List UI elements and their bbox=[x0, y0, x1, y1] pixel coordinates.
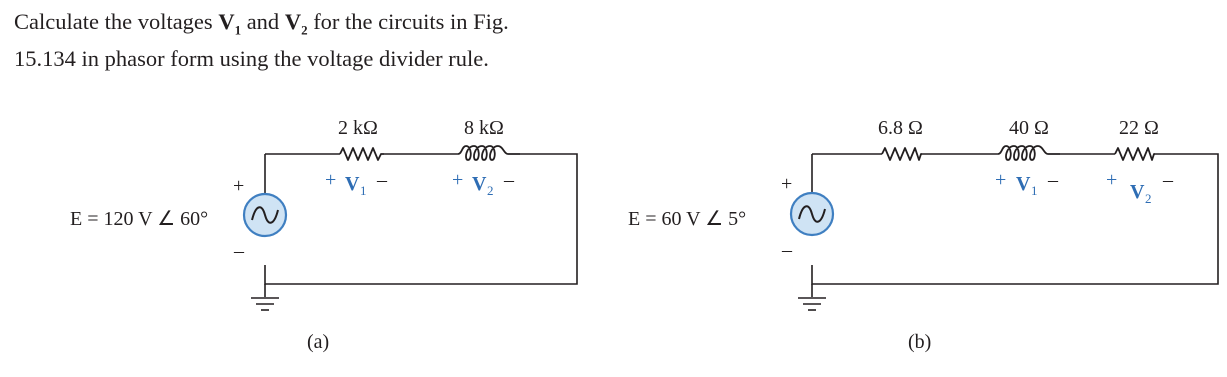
circuit-b-v1-minus: – bbox=[1048, 169, 1058, 191]
circuit-b bbox=[628, 117, 1218, 353]
circuit-b-v1-label bbox=[995, 169, 1059, 198]
problem-text-1: Calculate the voltages bbox=[14, 9, 219, 34]
circuit-a-source-label: E = 120 V ∠ 60° bbox=[70, 208, 209, 230]
circuit-a-caption: (a) bbox=[307, 331, 330, 353]
circuit-b-source-label: E = 60 V ∠ 5° bbox=[628, 208, 747, 230]
circuit-a-source-plus: + bbox=[233, 175, 245, 197]
circuit-b-v2-minus: – bbox=[1163, 169, 1173, 191]
circuit-a-v1-plus: + bbox=[325, 169, 337, 191]
problem-text-and: and bbox=[241, 9, 285, 34]
circuit-a-wires bbox=[265, 154, 577, 284]
circuit-b-wires bbox=[812, 154, 1218, 284]
circuit-a-source-minus: – bbox=[234, 240, 244, 262]
circuit-b-v2-name: V bbox=[1130, 181, 1145, 203]
v1-symbol-letter: V bbox=[218, 9, 235, 34]
circuit-b-v2-sub: 2 bbox=[1145, 191, 1152, 206]
circuit-a-v2-sub: 2 bbox=[487, 183, 494, 198]
problem-text-2: for the circuits in Fig. bbox=[307, 9, 509, 34]
circuit-b-resistor1-icon bbox=[882, 148, 922, 160]
circuit-a-l1-label: 8 kΩ bbox=[464, 117, 504, 139]
v2-symbol-letter: V bbox=[284, 9, 302, 34]
circuit-b-source-plus: + bbox=[781, 173, 793, 195]
circuit-a-v2-label bbox=[452, 169, 515, 198]
v2-symbol-sub: 2 bbox=[301, 22, 308, 38]
circuit-b-source-minus: – bbox=[782, 239, 792, 261]
circuit-a-ground-icon bbox=[251, 298, 279, 310]
circuit-a-v1-label bbox=[325, 169, 388, 198]
circuit-b-l1-label: 40 Ω bbox=[1009, 117, 1049, 139]
circuit-b-r1-label: 6.8 Ω bbox=[878, 117, 923, 139]
circuit-b-v1-name: V bbox=[1016, 173, 1031, 195]
circuit-a-v2-name: V bbox=[472, 173, 487, 195]
circuit-b-v1-sub: 1 bbox=[1031, 183, 1038, 198]
circuit-b-r2-label: 22 Ω bbox=[1119, 117, 1159, 139]
circuit-a-v1-sub: 1 bbox=[360, 183, 367, 198]
circuit-b-v1-plus: + bbox=[995, 169, 1007, 191]
circuit-b-inductor-icon bbox=[998, 146, 1060, 160]
circuit-a bbox=[70, 117, 577, 353]
circuit-a-inductor-icon bbox=[458, 146, 520, 160]
circuit-a-r1-label: 2 kΩ bbox=[338, 117, 378, 139]
circuit-b-ground-icon bbox=[798, 298, 826, 310]
circuit-a-v2-minus: – bbox=[504, 169, 514, 191]
v1-symbol-sub: 1 bbox=[234, 22, 242, 38]
circuit-b-v2-label bbox=[1106, 169, 1174, 206]
circuit-b-caption: (b) bbox=[908, 331, 932, 353]
circuit-a-v2-plus: + bbox=[452, 169, 464, 191]
circuit-b-v2-plus: + bbox=[1106, 169, 1118, 191]
circuit-b-resistor2-icon bbox=[1115, 148, 1155, 160]
circuit-a-resistor-icon bbox=[340, 148, 384, 160]
circuit-a-v1-name: V bbox=[345, 173, 360, 195]
circuit-a-v1-minus: – bbox=[377, 169, 387, 191]
problem-text-3: 15.134 in phasor form using the voltage divider rule. bbox=[14, 45, 489, 71]
